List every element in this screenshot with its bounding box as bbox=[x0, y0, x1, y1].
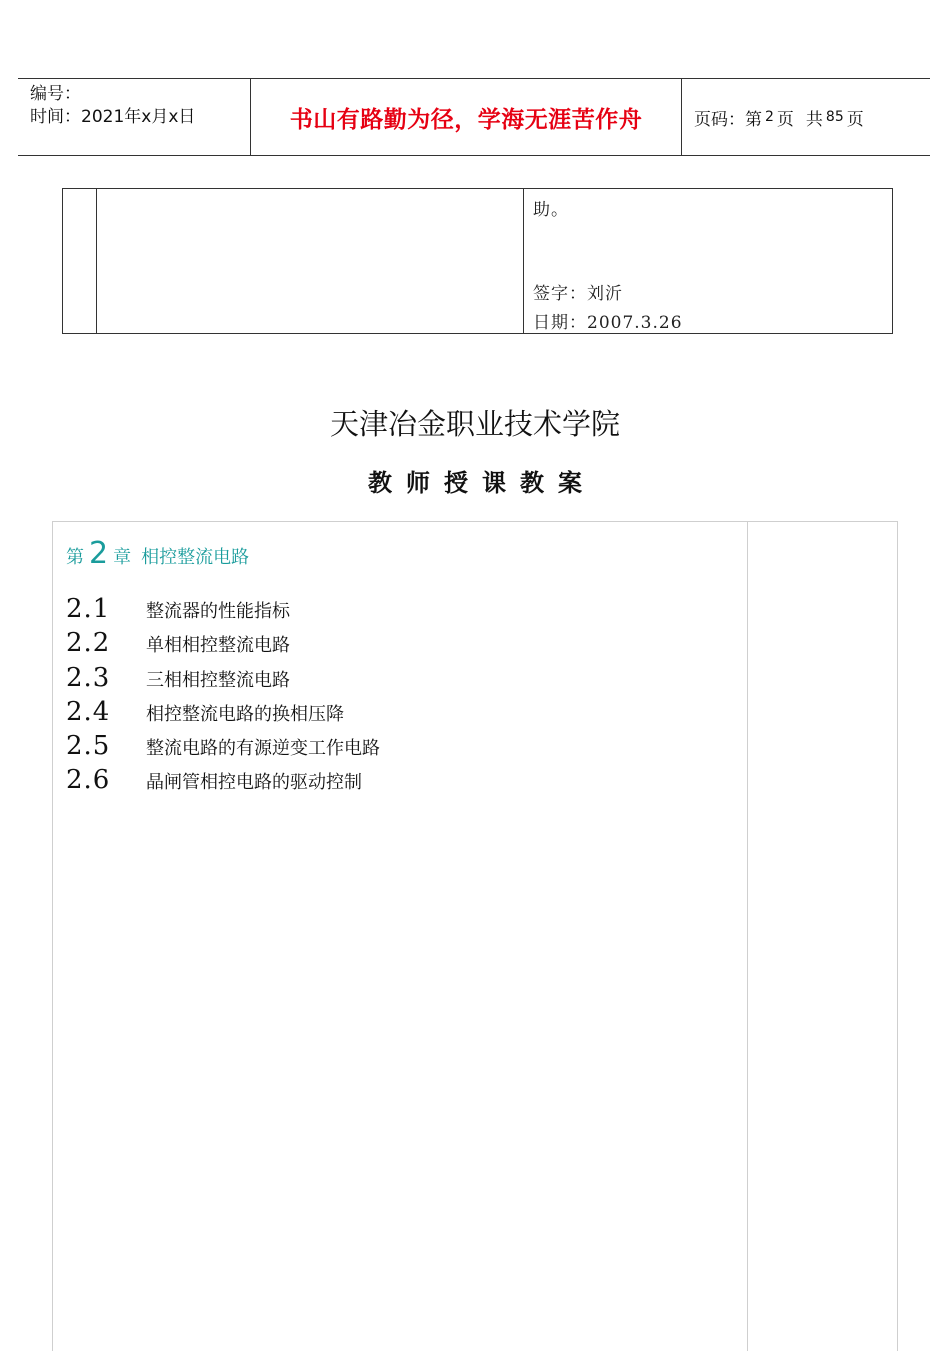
column-divider bbox=[747, 522, 748, 1351]
total-suffix: 页 bbox=[846, 109, 864, 130]
school-name: 天津冶金职业技术学院 bbox=[329, 407, 620, 441]
chapter-suffix: 章 bbox=[113, 547, 132, 568]
number-label: 编号： bbox=[30, 84, 81, 104]
section-title: 整流器的性能指标 bbox=[146, 601, 290, 622]
total-prefix: 共 bbox=[805, 109, 823, 130]
section-number: 2.4 bbox=[66, 696, 111, 727]
review-text: 助。 bbox=[533, 200, 569, 220]
list-item bbox=[66, 697, 380, 731]
page-header bbox=[18, 78, 930, 156]
header-motto: 书山有路勤为径，学海无涯苦作舟 bbox=[251, 79, 682, 155]
page-counter bbox=[682, 79, 930, 155]
page-number: 2 bbox=[765, 109, 774, 125]
section-title: 晶闸管相控电路的驱动控制 bbox=[146, 772, 362, 794]
header-meta bbox=[18, 79, 251, 155]
review-date: 日期：2007.3.26 bbox=[533, 313, 683, 333]
section-number: 2.6 bbox=[66, 765, 111, 796]
chapter-heading bbox=[66, 536, 249, 571]
section-list bbox=[66, 594, 380, 800]
signature: 签字：刘沂 bbox=[533, 284, 623, 304]
section-number: 2.1 bbox=[66, 594, 111, 624]
review-table bbox=[62, 188, 893, 334]
page-prefix: 页码：第 bbox=[694, 109, 762, 130]
section-number: 2.3 bbox=[66, 662, 111, 693]
list-item bbox=[66, 594, 380, 628]
total-pages: 85 bbox=[825, 109, 844, 125]
table-col-index bbox=[63, 189, 97, 333]
table-col-review bbox=[523, 189, 892, 333]
list-item bbox=[66, 765, 380, 799]
list-item bbox=[66, 731, 380, 765]
table-col-content bbox=[96, 189, 524, 333]
lesson-frame bbox=[52, 521, 898, 1351]
document-subtitle: 教师授课教案 bbox=[368, 468, 596, 497]
section-number: 2.2 bbox=[66, 628, 111, 659]
section-title: 三相相控整流电路 bbox=[146, 669, 290, 691]
section-title: 单相相控整流电路 bbox=[146, 635, 290, 657]
section-title: 相控整流电路的换相压降 bbox=[146, 703, 344, 725]
list-item bbox=[66, 628, 380, 662]
time-label: 时间：2021年x月x日 bbox=[30, 107, 196, 127]
chapter-number: 2 bbox=[89, 536, 109, 571]
list-item bbox=[66, 663, 380, 697]
section-number: 2.5 bbox=[66, 731, 111, 762]
chapter-prefix: 第 bbox=[66, 547, 84, 568]
page-mid: 页 bbox=[776, 109, 794, 130]
chapter-title: 相控整流电路 bbox=[141, 547, 250, 568]
section-title: 整流电路的有源逆变工作电路 bbox=[146, 738, 380, 760]
